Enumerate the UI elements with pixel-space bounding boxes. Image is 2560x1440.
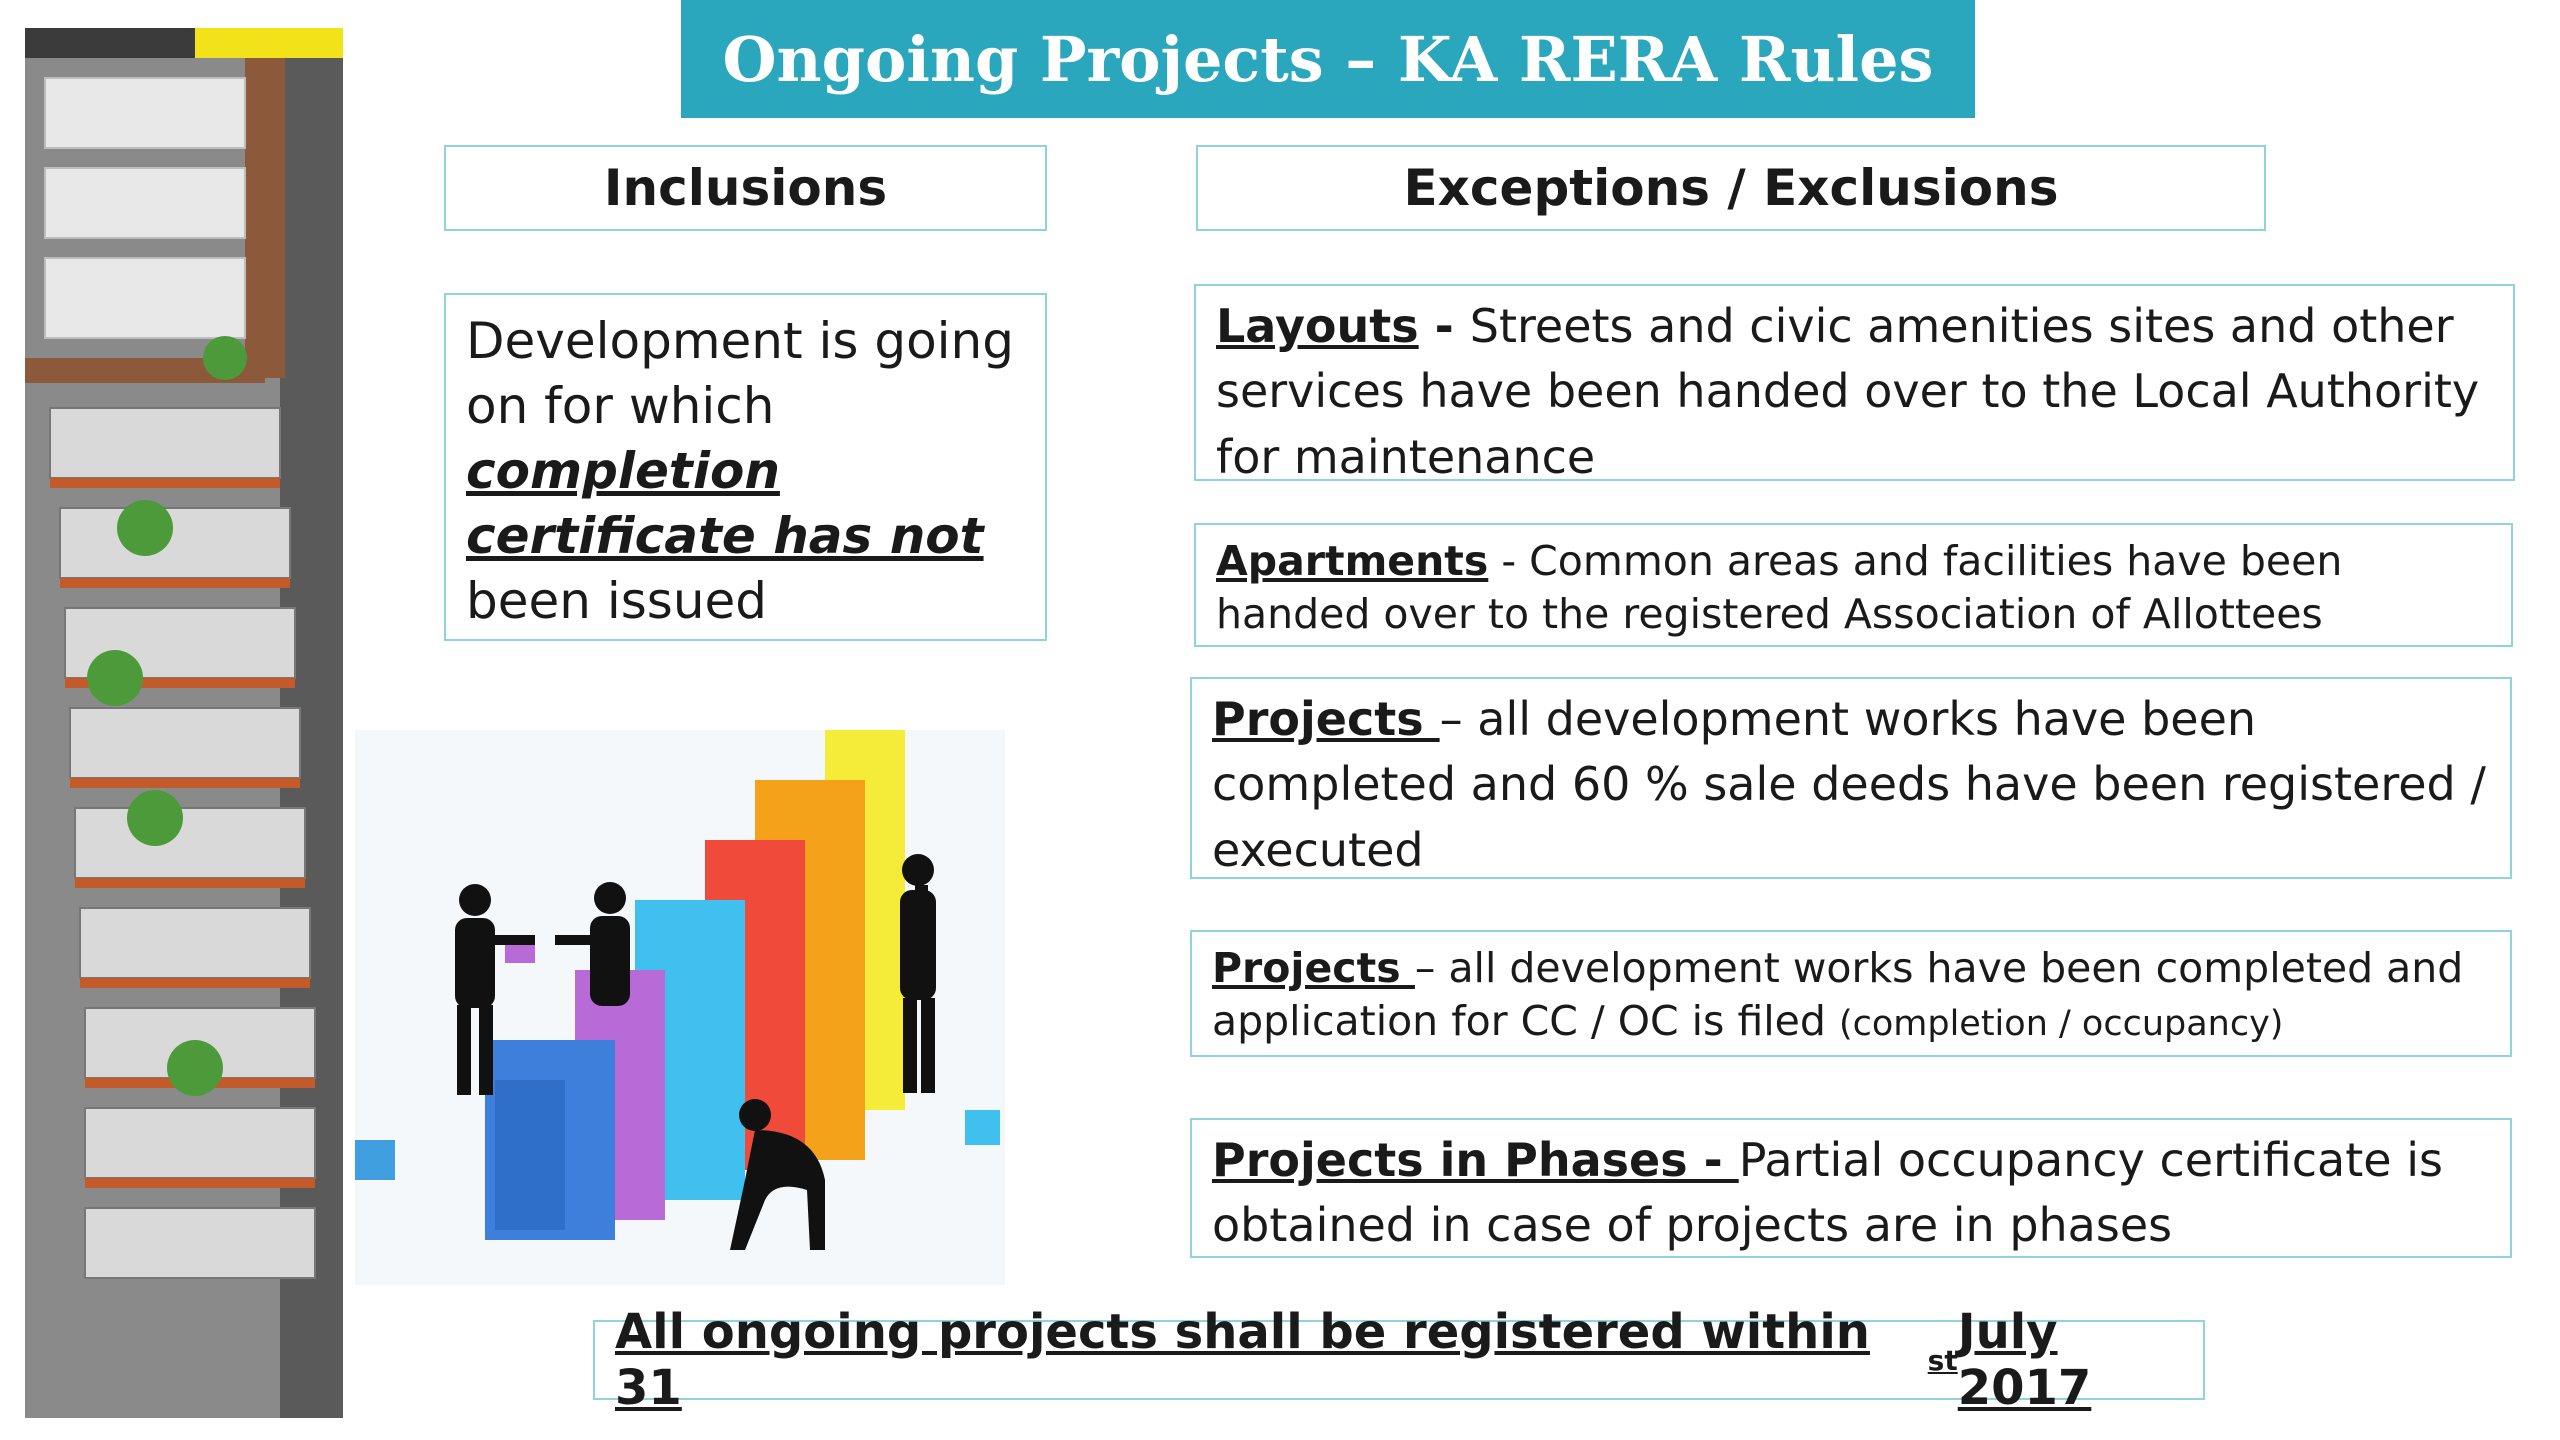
exclusion-text: all development works have been completed and application for CC / OC is filed (1212, 944, 2464, 1046)
teamwork-illustration (355, 730, 1005, 1285)
title-bar (681, 0, 1975, 118)
inclusions-header (444, 145, 1047, 231)
exclusion-text: Common areas and facilities have been handed over to the registered Association of Allottees (1216, 537, 2343, 639)
inclusions-text-before: Development is going on for which (466, 312, 1014, 435)
exclusion-item-projects-cc-oc (1190, 930, 2512, 1057)
exclusion-text: Streets and civic amenities sites and other services have been handed over to the Local Authority for maintenance (1216, 299, 2480, 484)
exclusion-lead: Layouts (1216, 299, 1419, 353)
exclusion-item-layouts (1194, 284, 2515, 484)
exclusion-lead: Projects (1212, 944, 1415, 992)
deadline-text-end: July 2017 (1957, 1304, 2092, 1416)
inclusions-box (444, 293, 1047, 641)
inclusions-header-label: Inclusions (603, 159, 888, 217)
exclusion-lead: Projects (1212, 692, 1440, 746)
page-title: Ongoing Projects – KA RERA Rules (722, 22, 1934, 96)
deadline-superscript: st (1927, 1343, 1958, 1377)
inclusions-text-after: been issued (466, 572, 768, 630)
exclusions-header (1196, 145, 2266, 231)
exclusion-text: all development works have been completed and 60 % sale deeds have been registered / executed (1212, 692, 2486, 877)
exclusion-item-apartments (1194, 523, 2513, 647)
inclusions-text-emphasis: completion certificate has not (466, 442, 984, 565)
exclusion-text: Partial occupancy certificate is obtained in case of projects are in phases (1212, 1133, 2443, 1253)
exclusion-separator: – (1414, 944, 1449, 992)
exclusions-header-label: Exceptions / Exclusions (1403, 159, 2059, 217)
exclusion-note: (completion / occupancy) (1838, 1004, 2284, 1045)
exclusion-separator: - (1418, 299, 1470, 353)
exclusion-item-projects-in-phases (1190, 1118, 2512, 1258)
registration-deadline-note (593, 1304, 2205, 1416)
exclusion-item-projects-sale-deeds (1190, 677, 2512, 879)
exclusion-separator: - (1488, 537, 1530, 585)
exclusion-separator: – (1439, 692, 1478, 746)
exclusion-lead: Projects in Phases - (1212, 1133, 1739, 1187)
deadline-text: All ongoing projects shall be registered within 31 (615, 1304, 1870, 1416)
building-illustration (25, 28, 343, 1418)
exclusion-lead: Apartments (1216, 537, 1489, 585)
